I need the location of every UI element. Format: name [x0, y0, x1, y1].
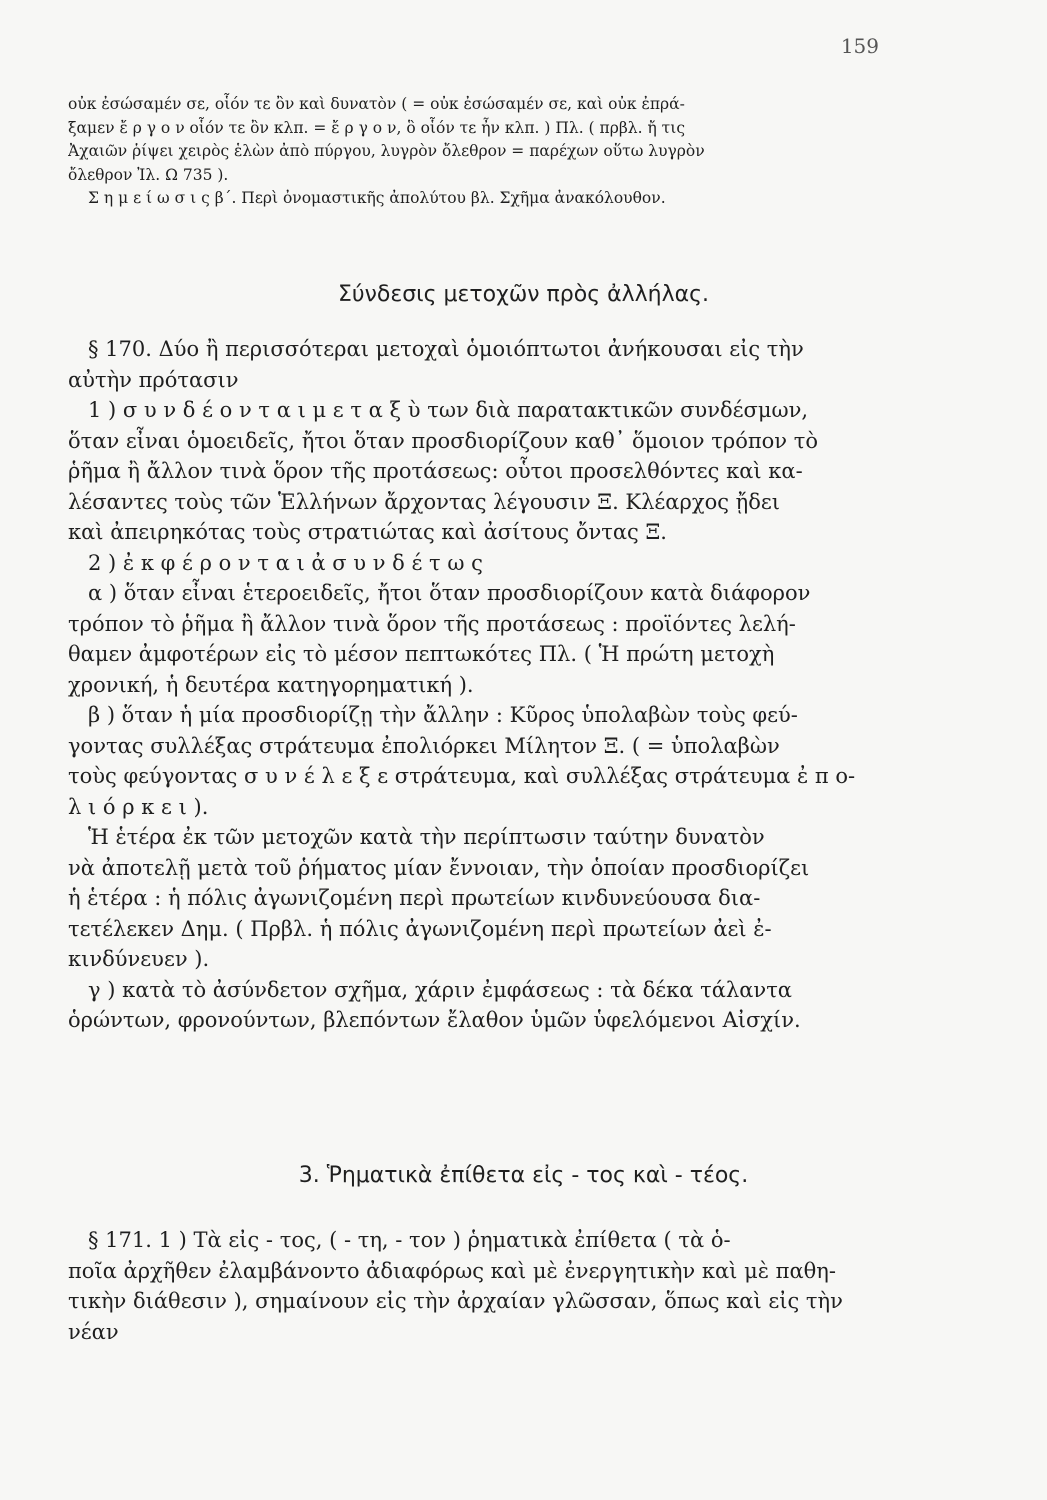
text-line: Σ η μ ε ί ω σ ι ς β΄. Περὶ ὀνομαστικῆς ἀπολύτου βλ. Σχῆμα ἀνακόλουθον. — [88, 189, 666, 207]
text-line: Ἡ ἑτέρα ἐκ τῶν μετοχῶν κατὰ τὴν περίπτωσιν ταύτην δυνατὸν — [88, 825, 765, 849]
text-line: οὐκ ἐσώσαμέν σε, οἷόν τε ὂν καὶ δυνατὸν ( = οὐκ ἐσώσαμέν σε, καὶ οὐκ ἐπρά- — [68, 95, 685, 113]
text-line: 2 ) ἐ κ φ έ ρ ο ν τ α ι ἀ σ υ ν δ έ τ ω ς — [88, 550, 483, 575]
section-heading-verbal-adjectives: 3. Ῥηματικὰ ἐπίθετα εἰς - τος καὶ - τέος. — [298, 1163, 749, 1188]
text-line: ὄλεθρον Ἰλ. Ω 735 ). — [68, 165, 229, 184]
text-line: θαμεν ἀμφοτέρων εἰς τὸ μέσον πεπτωκότες Πλ. ( Ἡ πρώτη μετοχὴ — [68, 642, 775, 666]
text-line: κινδύνευεν ). — [68, 947, 210, 971]
text-line: Ἀχαιῶν ῥίψει χειρὸς ἑλὼν ἀπὸ πύργου, λυγρὸν ὄλεθρον = παρέχων οὕτω λυγρὸν — [68, 142, 705, 160]
text-line: τικὴν διάθεσιν ), σημαίνουν εἰς τὴν ἀρχαίαν γλῶσσαν, ὅπως καὶ εἰς τὴν — [68, 1289, 843, 1313]
section-170 — [68, 334, 890, 1036]
text-line: λ ι ό ρ κ ε ι ). — [68, 794, 209, 819]
top-note — [68, 93, 890, 211]
text-line: α ) ὅταν εἶναι ἑτεροειδεῖς, ἤτοι ὅταν προσδιορίζουν κατὰ διάφορον — [88, 581, 811, 605]
text-line: τρόπον τὸ ῥῆμα ἢ ἄλλον τινὰ ὅρον τῆς προτάσεως : προϊόντες λελή- — [68, 611, 796, 636]
text-line: ῥῆμα ἢ ἄλλον τινὰ ὅρον τῆς προτάσεως: οὗτοι προσελθόντες καὶ κα- — [68, 459, 803, 483]
text-line: λέσαντες τοὺς τῶν Ἑλλήνων ἄρχοντας λέγουσιν Ξ. Κλέαρχος ᾔδει — [68, 489, 780, 514]
text-line: § 170. Δύο ἢ περισσότεραι μετοχαὶ ὁμοιόπτωτοι ἀνήκουσαι εἰς τὴν — [88, 337, 804, 361]
text-line: γ ) κατὰ τὸ ἀσύνδετον σχῆμα, χάριν ἐμφάσεως : τὰ δέκα τάλαντα — [88, 977, 792, 1002]
section-heading-participles: Σύνδεσις μετοχῶν πρὸς ἀλλήλας. — [337, 282, 710, 307]
text-line: καὶ ἀπειρηκότας τοὺς στρατιώτας καὶ ἀσίτους ὄντας Ξ. — [68, 520, 667, 544]
text-line: αὐτὴν πρότασιν — [68, 367, 239, 392]
text-line: 1 ) σ υ ν δ έ ο ν τ α ι μ ε τ α ξ ὺ των διὰ παρατακτικῶν συνδέσμων, — [88, 398, 809, 422]
text-line: τετέλεκεν Δημ. ( Πρβλ. ἡ πόλις ἀγωνιζομένη περὶ πρωτείων ἀεὶ ἐ- — [68, 916, 772, 941]
text-line: ὁρώντων, φρονούντων, βλεπόντων ἔλαθον ὑμῶν ὑφελόμενοι Αἰσχίν. — [68, 1008, 801, 1032]
text-line: νέαν — [68, 1319, 119, 1344]
text-line: νὰ ἀποτελῇ μετὰ τοῦ ῥήματος μίαν ἔννοιαν, τὴν ὁποίαν προσδιορίζει — [68, 855, 810, 880]
text-line: γοντας συλλέξας στράτευμα ἐπολιόρκει Μίλητον Ξ. ( = ὑπολαβὼν — [68, 733, 780, 758]
text-line: χρονική, ἡ δευτέρα κατηγορηματική ). — [68, 672, 474, 697]
text-line: ἡ ἑτέρα : ἡ πόλις ἀγωνιζομένη περὶ πρωτείων κινδυνεύουσα δια- — [68, 886, 761, 910]
text-line: ξαμεν ἔ ρ γ ο ν οἷόν τε ὂν κλπ. = ἔ ρ γ ο ν, ὃ οἷόν τε ἦν κλπ. ) Πλ. ( πρβλ. ἤ τις — [68, 118, 686, 137]
text-line: β ) ὅταν ἡ μία προσδιορίζῃ τὴν ἄλλην : Κῦρος ὑπολαβὼν τοὺς φεύ- — [88, 703, 798, 727]
text-line: ποῖα ἀρχῆθεν ἐλαμβάνοντο ἀδιαφόρως καὶ μὲ ἐνεργητικὴν καὶ μὲ παθη- — [68, 1258, 836, 1283]
text-line: τοὺς φεύγοντας σ υ ν έ λ ε ξ ε στράτευμα, καὶ συλλέξας στράτευμα ἐ π ο- — [68, 764, 856, 788]
text-line: ὅταν εἶναι ὁμοειδεῖς, ἤτοι ὅταν προσδιορίζουν καθ᾽ ὅμοιον τρόπον τὸ — [68, 428, 818, 453]
page-number: 159 — [840, 34, 879, 58]
section-171 — [68, 1225, 890, 1347]
text-line: § 171. 1 ) Τὰ εἰς - τος, ( - τη, - τον ) ῥηματικὰ ἐπίθετα ( τὰ ὁ- — [88, 1228, 731, 1252]
